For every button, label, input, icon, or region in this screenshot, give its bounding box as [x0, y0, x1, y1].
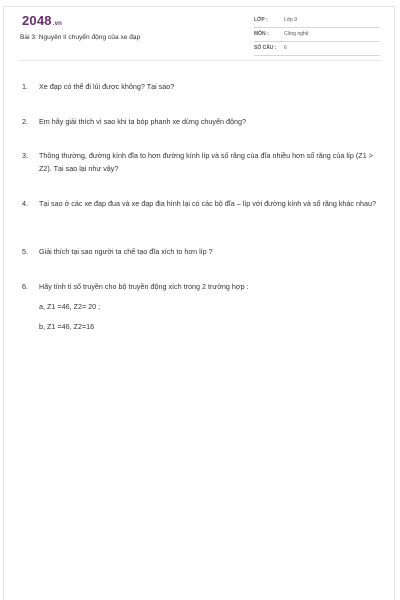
question-text: Xe đạp có thể đi lùi được không? Tại sao? — [39, 82, 175, 91]
site-logo[interactable] — [22, 13, 62, 28]
question-sub-item: b, Z1 =46, Z2=16 — [39, 322, 95, 331]
meta-panel — [254, 16, 380, 58]
lesson-title: Bài 3: Nguyên lí chuyển động của xe đạp — [20, 34, 141, 41]
question-number: 4. — [22, 199, 28, 208]
question-text: Tại sao ở các xe đạp đua và xe đạp địa hình lại có các bộ đĩa – líp với đường kính và số răng khác nhau? — [39, 199, 377, 208]
question-number: 3. — [22, 151, 28, 160]
meta-label: LỚP : — [254, 17, 268, 23]
meta-value: Công nghệ — [284, 31, 309, 37]
logo-main-text: 2048 — [22, 13, 52, 28]
question-number: 6. — [22, 282, 28, 291]
question-sub-item: a, Z1 =46, Z2= 20 ; — [39, 302, 101, 311]
logo-sub-text: .vn — [52, 21, 63, 27]
question-text: Giải thích tại sao người ta chế tạo đĩa xích to hơn líp ? — [39, 247, 213, 256]
meta-label: MÔN : — [254, 31, 269, 37]
meta-label: SỐ CÂU : — [254, 45, 277, 51]
header-divider — [20, 60, 380, 61]
meta-value: 6 — [284, 45, 287, 51]
meta-row-subject — [254, 30, 380, 42]
meta-value: Lớp 9 — [284, 17, 298, 23]
question-number: 2. — [22, 117, 28, 126]
question-text: Hãy tính tỉ số truyền cho bộ truyền động xích trong 2 trường hợp : — [39, 282, 249, 291]
question-text: Thông thường, đường kính đĩa to hơn đường kính líp và số răng của đĩa nhiều hơn số răng của líp (Z1 > Z2). Tại sao lại như vậy? — [39, 151, 373, 173]
meta-row-count — [254, 44, 380, 56]
question-number: 1. — [22, 82, 28, 91]
question-number: 5. — [22, 247, 28, 256]
meta-row-class — [254, 16, 380, 28]
question-text: Em hãy giải thích vì sao khi ta bóp phanh xe dừng chuyển động? — [39, 117, 246, 126]
